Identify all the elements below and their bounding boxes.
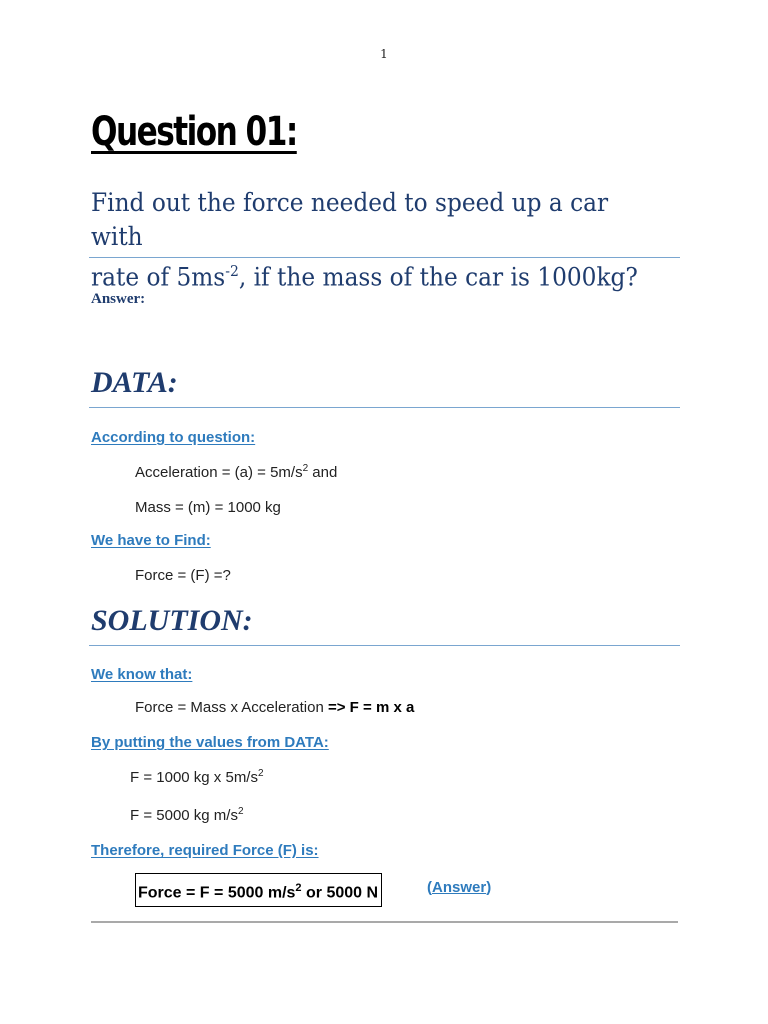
step-2-exponent: 2 bbox=[237, 806, 244, 817]
therefore-label: Therefore, required Force (F) is: bbox=[91, 842, 319, 859]
final-answer-suffix: or 5000 N bbox=[301, 884, 379, 902]
step-1-line bbox=[130, 768, 264, 786]
answer-label: Answer: bbox=[91, 291, 146, 307]
answer-tag-close: ) bbox=[486, 879, 492, 896]
divider-bottom bbox=[91, 921, 678, 923]
data-heading: DATA: bbox=[91, 366, 178, 399]
putting-values-label: By putting the values from DATA: bbox=[91, 734, 329, 751]
we-know-that-label: We know that: bbox=[91, 666, 193, 683]
we-have-to-find-label: We have to Find: bbox=[91, 532, 211, 549]
question-line-2 bbox=[91, 254, 649, 294]
divider-data bbox=[89, 407, 680, 408]
formula-line bbox=[135, 699, 414, 716]
final-answer-text: Force = F = 5000 m/s bbox=[138, 884, 296, 902]
question-title bbox=[91, 109, 297, 155]
mass-line: Mass = (m) = 1000 kg bbox=[135, 499, 281, 516]
question-line-2-end: , if the mass of the car is 1000kg? bbox=[238, 262, 638, 292]
acceleration-text: Acceleration = (a) = 5m/s bbox=[135, 464, 303, 481]
question-exponent: -2 bbox=[225, 262, 239, 280]
divider-solution bbox=[89, 645, 680, 646]
acceleration-suffix: and bbox=[308, 464, 338, 481]
answer-tag-open: ( bbox=[427, 879, 432, 896]
page-number: 1 bbox=[380, 47, 388, 61]
answer-tag-word: Answer bbox=[432, 879, 487, 896]
formula-text: Force = Mass x Acceleration bbox=[135, 699, 328, 716]
solution-heading: SOLUTION: bbox=[91, 604, 253, 637]
question-title-text: Question 01: bbox=[91, 109, 297, 155]
step-1-exponent: 2 bbox=[257, 768, 264, 779]
question-text bbox=[91, 186, 649, 294]
formula-bold: => F = m x a bbox=[328, 699, 415, 716]
step-1-text: F = 1000 kg x 5m/s bbox=[130, 769, 258, 786]
answer-tag bbox=[427, 879, 491, 896]
according-to-question-label: According to question: bbox=[91, 429, 256, 446]
acceleration-line bbox=[135, 463, 337, 481]
step-2-text: F = 5000 kg m/s bbox=[130, 807, 238, 824]
acceleration-exponent: 2 bbox=[302, 463, 309, 474]
step-2-line bbox=[130, 806, 244, 824]
final-answer-box bbox=[135, 873, 382, 907]
force-unknown-line: Force = (F) =? bbox=[135, 567, 231, 584]
question-line-1: Find out the force needed to speed up a car with bbox=[91, 188, 609, 251]
question-line-2-start: rate of 5ms bbox=[91, 262, 226, 292]
divider-question bbox=[89, 257, 680, 258]
final-answer-exponent: 2 bbox=[295, 882, 302, 894]
